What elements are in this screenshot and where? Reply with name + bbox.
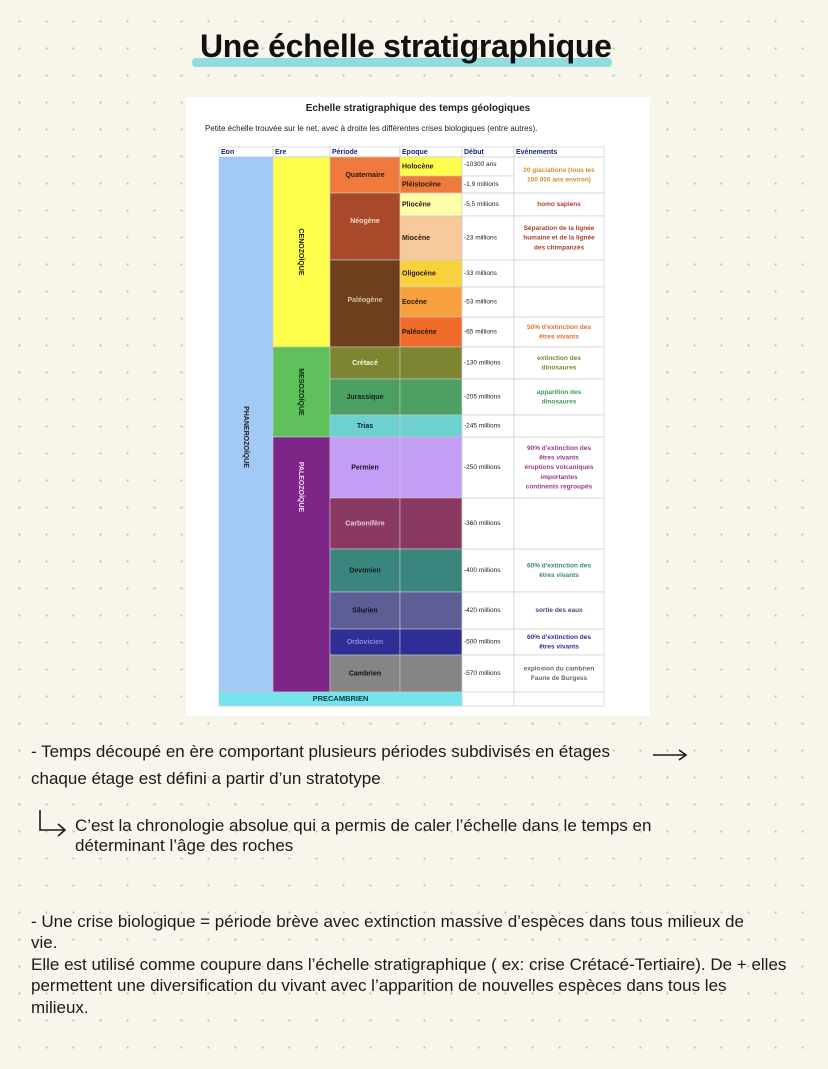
event-cell xyxy=(514,415,604,437)
start-value: -33 millions xyxy=(464,270,497,278)
down-right-arrow-icon xyxy=(36,808,70,838)
event-text: continents regroupés xyxy=(525,483,593,491)
figure-title: Echelle stratigraphique des temps géologiques xyxy=(305,103,531,114)
table-header-label: Ere xyxy=(275,148,287,156)
precambrian-start-cell xyxy=(462,692,514,706)
epoch-label: Holocène xyxy=(402,163,434,171)
period-label: Jurassique xyxy=(346,393,384,401)
period-label: Ordovicien xyxy=(346,638,384,646)
figure-subtitle: Petite échelle trouvée sur le net, avec à droite les différentes crises biologiques (entre autres). xyxy=(205,124,538,133)
event-text: Faune de Burgess xyxy=(530,675,588,683)
epoch-cell xyxy=(400,549,462,592)
period-label: Crétacé xyxy=(352,359,378,367)
start-value: -360 millions xyxy=(464,520,501,528)
event-text: 60% d'extinction des xyxy=(526,633,592,641)
note-line: vie. xyxy=(31,933,58,952)
table-header-label: Début xyxy=(464,148,484,156)
right-arrow-icon xyxy=(651,747,691,763)
epoch-cell xyxy=(400,379,462,415)
event-text: sortie des eaux xyxy=(535,607,583,615)
event-cell xyxy=(514,379,604,415)
period-label: Paléogène xyxy=(347,296,383,304)
start-value: -205 millions xyxy=(464,393,501,401)
start-value: -23 millions xyxy=(464,234,497,242)
event-cell xyxy=(514,549,604,592)
stratigraphic-scale-figure xyxy=(186,97,650,716)
event-cell xyxy=(514,157,604,193)
period-label: Devonien xyxy=(349,567,381,575)
period-label: Néogène xyxy=(350,217,380,225)
event-text: des chimpanzés xyxy=(533,244,585,252)
epoch-label: Eocène xyxy=(402,298,427,306)
start-value: -400 millions xyxy=(464,567,501,575)
period-label: Silurien xyxy=(352,607,378,615)
table-header-label: Période xyxy=(332,148,358,156)
eon-label: PHANEROZOÏQUE xyxy=(242,406,250,468)
event-cell xyxy=(514,347,604,379)
start-value: -500 millions xyxy=(464,638,501,646)
start-value: -420 millions xyxy=(464,607,501,615)
event-text: importantes xyxy=(540,473,578,481)
note-line: - Temps découpé en ère comportant plusieurs périodes subdivisés en étages xyxy=(31,742,610,761)
event-cell xyxy=(514,498,604,549)
epoch-cell xyxy=(400,629,462,655)
start-value: -65 millions xyxy=(464,328,497,336)
epoch-cell xyxy=(400,437,462,498)
note-line: milieux. xyxy=(31,998,89,1017)
note-line: déterminant l’âge des roches xyxy=(75,836,294,855)
event-text: 60% d'extinction des xyxy=(526,562,592,570)
event-cell xyxy=(514,629,604,655)
start-value: -53 millions xyxy=(464,298,497,306)
event-text: 90% d'extinction des xyxy=(526,445,592,453)
period-label: Cambrien xyxy=(348,670,382,678)
start-value: -570 millions xyxy=(464,670,501,678)
start-value: -10300 ans xyxy=(464,161,497,169)
table-header-label: Eon xyxy=(221,148,235,156)
event-cell xyxy=(514,287,604,317)
table-header-label: Evénements xyxy=(516,148,558,156)
era-label: PALEOZOÏQUE xyxy=(297,461,305,513)
note-line: - Une crise biologique = période brève avec extinction massive d’espèces dans tous milieux de xyxy=(31,912,744,931)
event-text: dinosaures xyxy=(541,364,577,372)
note-line: C’est la chronologie absolue qui a permis de caler l’échelle dans le temps en xyxy=(75,816,652,835)
precambrian-label: PRECAMBRIEN xyxy=(312,693,369,703)
period-cell xyxy=(330,193,400,260)
period-label: Quaternaire xyxy=(345,171,385,179)
epoch-label: Oligocène xyxy=(402,270,436,278)
event-text: apparition des xyxy=(536,388,582,396)
event-text: extinction des xyxy=(537,354,581,362)
event-text: explosion du cambrien xyxy=(523,665,595,673)
era-label: MESOZOÏQUE xyxy=(297,368,305,416)
event-text: 100 000 ans environ) xyxy=(527,176,591,184)
precambrian-event-cell xyxy=(514,692,604,706)
page-title: Une échelle stratigraphique xyxy=(200,28,612,64)
event-text: êtres vivants xyxy=(539,643,579,651)
event-text: 20 glaciations (tous les xyxy=(523,166,595,174)
start-value: -5,5 millions xyxy=(464,201,499,209)
event-text: Séparation de la lignée xyxy=(523,225,595,233)
title-block xyxy=(192,28,632,80)
event-cell xyxy=(514,317,604,347)
period-label: Permien xyxy=(351,464,379,472)
note-line: chaque étage est défini a partir d’un stratotype xyxy=(31,769,381,788)
epoch-cell xyxy=(400,347,462,379)
period-label: Carbonifère xyxy=(345,520,385,528)
note-line: Elle est utilisé comme coupure dans l’échelle stratigraphique ( ex: crise Crétacé-Tertiaire). De + elles xyxy=(31,955,787,974)
start-value: -130 millions xyxy=(464,359,501,367)
stratigraphic-table xyxy=(186,97,650,716)
table-header-label: Epoque xyxy=(402,148,428,156)
event-cell xyxy=(514,260,604,287)
epoch-cell xyxy=(400,498,462,549)
event-text: éruptions volcaniques xyxy=(524,464,594,472)
start-value: -250 millions xyxy=(464,464,501,472)
epoch-cell xyxy=(400,415,462,437)
event-text: 50% d'extinction des xyxy=(526,323,592,331)
start-value: -245 millions xyxy=(464,422,501,430)
event-text: êtres vivants xyxy=(539,454,579,462)
period-label: Trias xyxy=(356,422,374,430)
event-text: homo sapiens xyxy=(537,201,581,209)
event-text: humaine et de la lignée xyxy=(523,234,595,242)
event-cell xyxy=(514,655,604,692)
epoch-label: Pliocène xyxy=(402,201,431,209)
epoch-cell xyxy=(400,592,462,629)
event-text: êtres vivants xyxy=(539,333,579,341)
event-text: dinosaures xyxy=(541,398,577,406)
start-value: -1,9 millions xyxy=(464,181,499,189)
note-line: permettent une diversification du vivant avec l’apparition de nouvelles espèces dans tous les xyxy=(31,976,727,995)
event-text: êtres vivants xyxy=(539,572,579,580)
epoch-label: Pléistocène xyxy=(402,181,441,189)
era-label: CENOZOÏQUE xyxy=(297,228,305,276)
epoch-cell xyxy=(400,655,462,692)
epoch-label: Miocène xyxy=(402,234,431,242)
epoch-label: Paléocène xyxy=(402,328,437,336)
